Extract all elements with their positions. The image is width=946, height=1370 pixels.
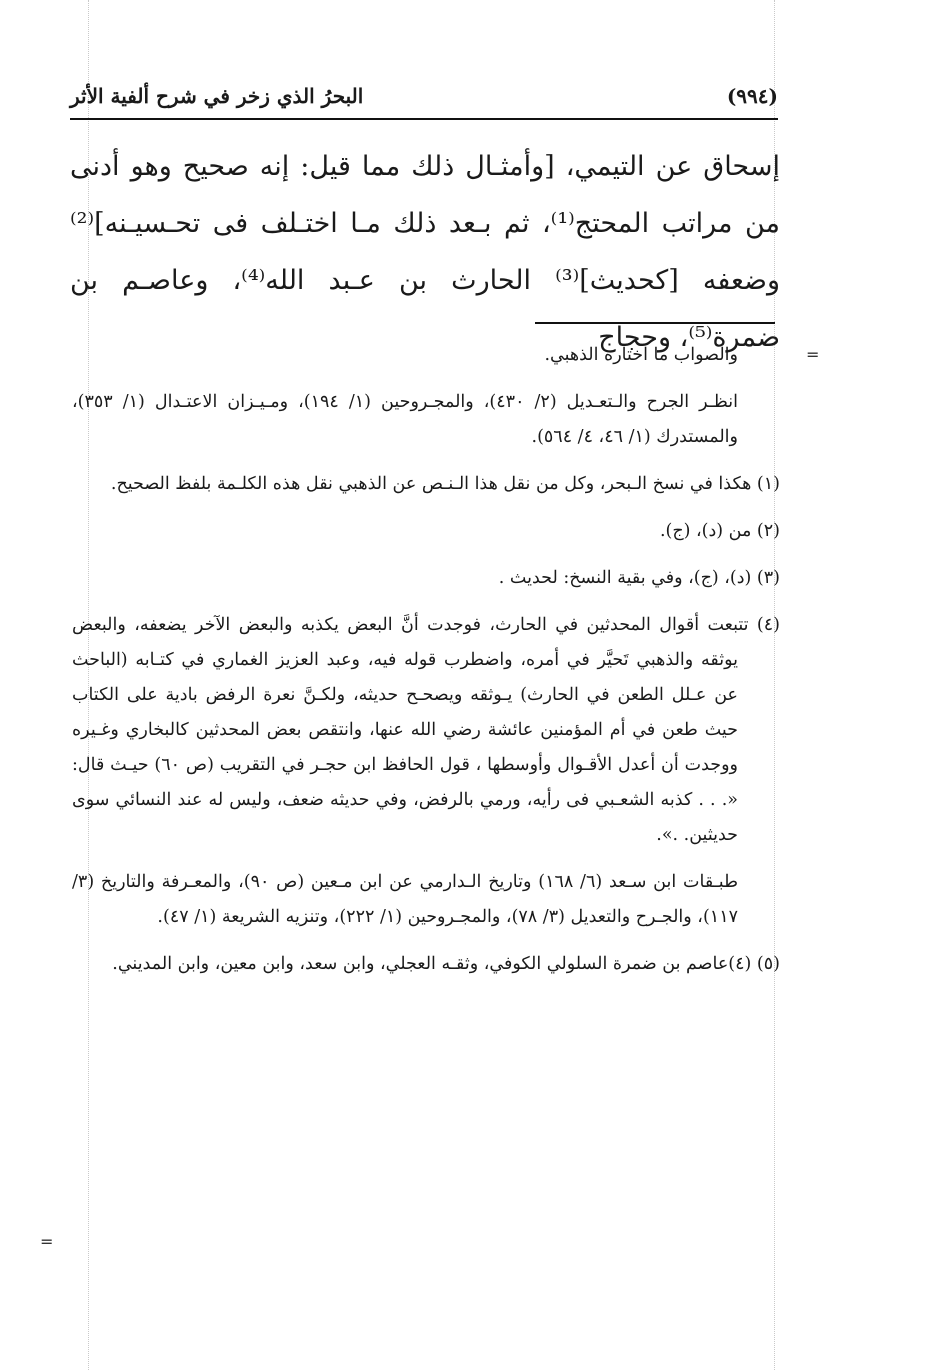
footnote-continuation: انظـر الجرح والـتعـديل (٢/ ٤٣٠)، والمجـروحين (١/ ١٩٤)، ومـيـزان الاعتـدال (١/ ٣٥٣)، والمستدرك (١/ ٤٦، ٤/ ٥٦٤). [72,392,738,447]
margin-mark: = [806,345,820,364]
page-header [70,78,778,114]
footnote-4-references: طبـقات ابن سـعد (٦/ ١٦٨) وتاريخ الـدارمي عن ابن مـعين (ص ٩٠)، والمعـرفة والتاريخ (٣/ ١١٧)، والجـرح والتعديل (٣/ ٧٨)، والمجـروحين (١/ ٢٢٢)، وتنزيه الشريعة (١/ ٤٧). [72,872,739,927]
footnote-4: (٤) تتبعت أقوال المحدثين في الحارث، فوجدت أنَّ البعض يكذبه والبعض الآخر يضعفه، والبعض يوثقه والذهبي تَحيَّر في أمره، واضطرب قوله فيه، وعبد العزيز الغماري في كتـابه (الباحث عن عـلل الطعن في الحارث) يـوثقه ويصحـح حديثه، ولكـنَّ نعرة الرفض بادية على الكتاب حيث طعن في أم المؤمنين عائشة رضي الله عنها، وانتقص بعض المحدثين كالبخاري وغـيره ووجدت أن أعدل الأقـوال وأوسطها ، قول الحافظ ابن حجـر في التقريب (ص ٦٠) حيـث قال: «. . . كذبه الشعـبي فى رأيه، ورمي بالرفض، وفي حديثه ضعف، وليس له عند النسائي سوى حديثين. .». [72,615,780,845]
main-paragraph: إسحاق عن التيمي، [وأمثـال ذلك مما قيل: إنه صحيح وهو أدنى من مراتب المحتج⁽¹⁾، ثم بـعد ذلك مـا اختـلف فى تحـسيـنه]⁽²⁾ وضعفه [كحديث]⁽³⁾ الحارث بن عـبد الله⁽⁴⁾، وعاصـم بن ضمرة⁽⁵⁾، وحجاج [70,151,781,353]
main-text [70,138,780,366]
footnote-1: (١) هكذا في نسخ الـبحر، وكل من نقل هذا الـنـص عن الذهبي نقل هذه الكلـمة بلفظ الصحيح. [110,474,780,494]
footnote-5: (٥) (٤)عاصم بن ضمرة السلولي الكوفي، وثقـه العجلي، وابن سعد، وابن معين، وابن المديني. [112,954,780,974]
page-number: (٩٩٤) [726,84,778,108]
margin-mark: = [40,1232,54,1251]
footnote-continuation: والصواب ما اختاره الذهبي. [544,345,738,365]
book-title: البحرُ الذي زخر في شرح ألفية الأثر [70,84,364,108]
header-rule [70,118,778,120]
footnote-2: (٢) من (د)، (ج). [659,521,780,541]
footnote-3: (٣) (د)، (ج)، وفي بقية النسخ: لحديث . [498,568,780,588]
footnotes-section [72,338,780,994]
footnote-separator [535,322,775,324]
